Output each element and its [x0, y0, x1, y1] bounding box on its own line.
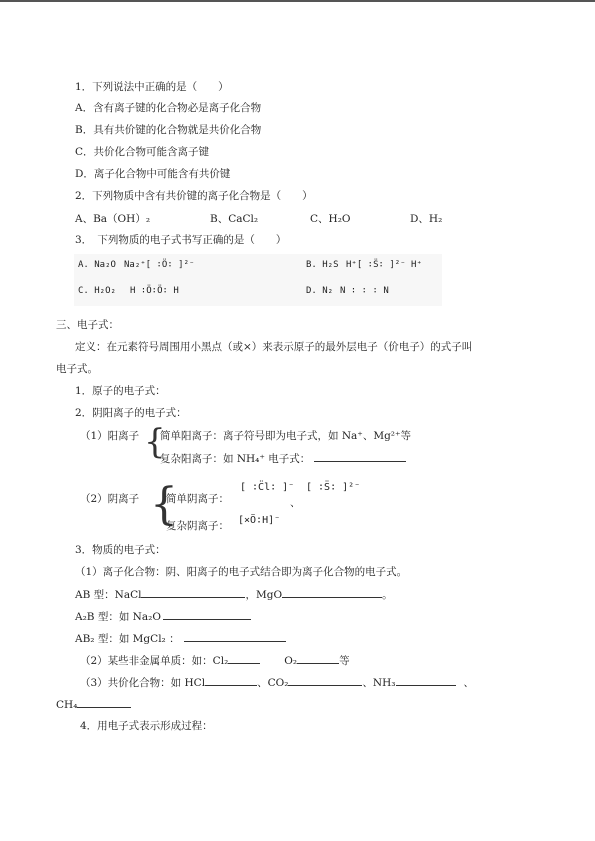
q2-option-c: C、H₂O	[310, 213, 351, 225]
o2-answer-blank[interactable]	[297, 653, 339, 664]
nonmetal-line	[80, 653, 350, 668]
q2-stem: 2．下列物质中含有共价键的离子化合物是（ ）	[75, 190, 313, 202]
hcl-answer-blank[interactable]	[205, 675, 257, 686]
covalent-end: 、	[463, 677, 474, 689]
anion-simple: 简单阴离子：	[166, 493, 229, 505]
q2-option-b: B、CaCl₂	[210, 213, 259, 225]
q3-choice-c: C. H₂O₂	[78, 286, 116, 296]
q1-option-b: B．具有共价键的化合物就是共价化合物	[75, 124, 262, 136]
ab-type-line	[75, 587, 393, 602]
q1-stem: 1．下列说法中正确的是（ ）	[75, 81, 229, 93]
anion-sulfide-formula: [ ∶S̈∶ ]²⁻	[306, 482, 361, 493]
covalent-co2: 、CO₂	[257, 677, 289, 689]
nonmetal-o2: O₂	[284, 655, 298, 667]
anion-chloride-formula: [ ∶C̈l∶ ]⁻	[240, 482, 295, 493]
q1-option-a: A．含有离子键的化合物必是离子化合物	[75, 102, 262, 114]
header-rule	[0, 0, 595, 2]
item-2: 2．阴阳离子的电子式：	[75, 407, 187, 419]
nacl-answer-blank[interactable]	[141, 587, 245, 598]
ab-end: 。	[382, 589, 393, 601]
section-heading: 三、电子式：	[56, 319, 119, 331]
ch4-answer-blank[interactable]	[77, 697, 131, 708]
covalent-nh3: 、NH₃	[362, 677, 396, 689]
q2-option-a: A、Ba（OH）₂	[75, 213, 151, 225]
nh4-answer-blank[interactable]	[314, 451, 406, 462]
cation-label: （1）阳离子	[80, 430, 140, 442]
anion-label: （2）阴离子	[80, 493, 140, 505]
q3-choice-a: A. Na₂O	[78, 260, 116, 270]
q2-option-d: D、H₂	[410, 213, 443, 225]
ch4-line	[56, 697, 131, 712]
q3-formula-b: H⁺[ ∶S̈∶ ]²⁻ H⁺	[346, 260, 422, 270]
item-3: 3．物质的电子式：	[75, 544, 166, 556]
ch4-label: CH₄	[56, 699, 78, 711]
q3-stem: 3． 下列物质的电子式书写正确的是（ ）	[75, 234, 287, 246]
a2b-type: A₂B 型：如 Na₂O	[75, 611, 161, 623]
q3-formula-d: N ∶ ∶ ∶ N	[340, 286, 389, 296]
item-4: 4．用电子式表示形成过程：	[80, 720, 213, 732]
q3-formula-c: H ∶Ö∶Ö∶ H	[130, 286, 179, 296]
nonmetal-end: 等	[339, 655, 350, 667]
item-1: 1．原子的电子式：	[75, 385, 166, 397]
ab2-type: AB₂ 型：如 MgCl₂ ：	[75, 633, 180, 645]
definition-line-2: 电子式。	[56, 363, 98, 375]
q3-choice-d: D. N₂	[306, 286, 334, 296]
cation-brace: {	[144, 422, 166, 462]
anion-separator: 、	[290, 497, 301, 509]
mgcl2-answer-blank[interactable]	[184, 631, 286, 642]
nh3-answer-blank[interactable]	[396, 675, 456, 686]
cation-complex-line	[160, 451, 406, 466]
covalent: （3）共价化合物：如 HCl	[80, 677, 206, 689]
q1-option-c: C．共价化合物可能含离子键	[75, 146, 210, 158]
a2b-type-line	[75, 609, 251, 624]
q3-formula-a: Na₂⁺[ ∶Ö∶ ]²⁻	[124, 260, 195, 270]
cation-complex: 复杂阳离子：如 NH₄⁺ 电子式：	[160, 453, 311, 465]
na2o-answer-blank[interactable]	[163, 609, 251, 620]
anion-complex: 复杂阴离子：	[166, 520, 229, 532]
q3-choice-b: B. H₂S	[306, 260, 339, 270]
ab-type: AB 型：NaCl	[75, 589, 142, 601]
covalent-line	[80, 675, 474, 690]
definition-line-1: 定义：在元素符号周围用小黑点（或×）来表示原子的最外层电子（价电子）的式子叫	[75, 341, 473, 353]
cl2-answer-blank[interactable]	[228, 653, 260, 664]
mgo-answer-blank[interactable]	[282, 587, 382, 598]
ab-comma: ，MgO	[245, 589, 283, 601]
q1-option-d: D．离子化合物中可能含有共价键	[75, 168, 231, 180]
ab2-type-line	[75, 631, 286, 646]
anion-brace: {	[150, 479, 178, 530]
co2-answer-blank[interactable]	[288, 675, 362, 686]
nonmetal: （2）某些非金属单质：如：Cl₂	[80, 655, 229, 667]
hydroxide-formula: [×Ö∶H]⁻	[238, 515, 281, 526]
cation-simple: 简单阳离子：离子符号即为电子式，如 Na⁺、Mg²⁺等	[160, 430, 412, 442]
ionic-compound: （1）离子化合物：阴、阳离子的电子式结合即为离子化合物的电子式。	[75, 566, 408, 578]
